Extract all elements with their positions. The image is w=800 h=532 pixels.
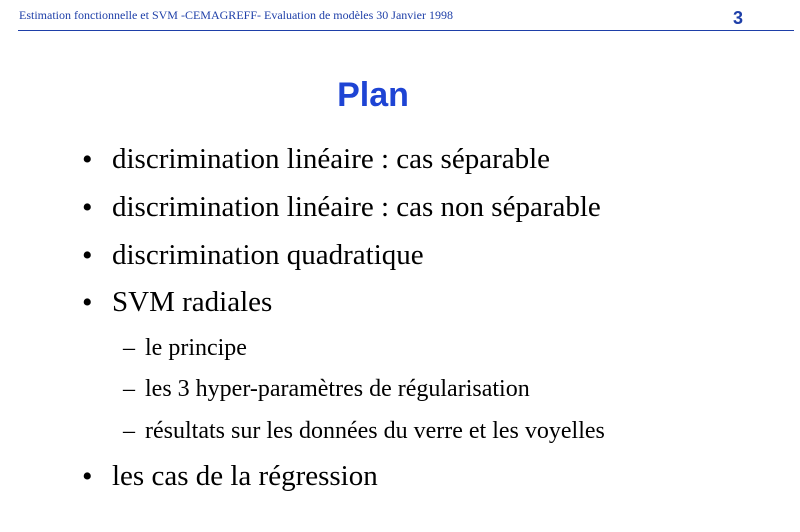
outline-item-text: discrimination linéaire : cas séparable <box>112 143 551 175</box>
header-running-title: Estimation fonctionnelle et SVM -CEMAGREFF- Evaluation de modèles 30 Janvier 1998 <box>19 8 453 22</box>
dash-icon: – <box>123 376 135 402</box>
bullet-icon: • <box>82 143 93 176</box>
outline-subitem-text: le principe <box>145 335 247 361</box>
bullet-icon: • <box>82 191 93 224</box>
outline-subitem-text: résultats sur les données du verre et les voyelles <box>145 418 605 444</box>
outline-item-text: discrimination linéaire : cas non séparable <box>112 191 601 223</box>
header-divider <box>18 30 794 31</box>
page-number: 3 <box>732 8 743 28</box>
dash-icon: – <box>123 335 135 361</box>
outline-item-text: les cas de la régression <box>112 460 378 492</box>
outline-item-text: discrimination quadratique <box>112 239 424 271</box>
bullet-icon: • <box>82 239 93 272</box>
outline-subitem-text: les 3 hyper-paramètres de régularisation <box>145 376 530 402</box>
bullet-icon: • <box>82 286 93 319</box>
dash-icon: – <box>123 418 135 444</box>
outline-item-text: SVM radiales <box>112 286 273 318</box>
slide-title: Plan <box>337 76 409 114</box>
bullet-icon: • <box>82 460 93 493</box>
